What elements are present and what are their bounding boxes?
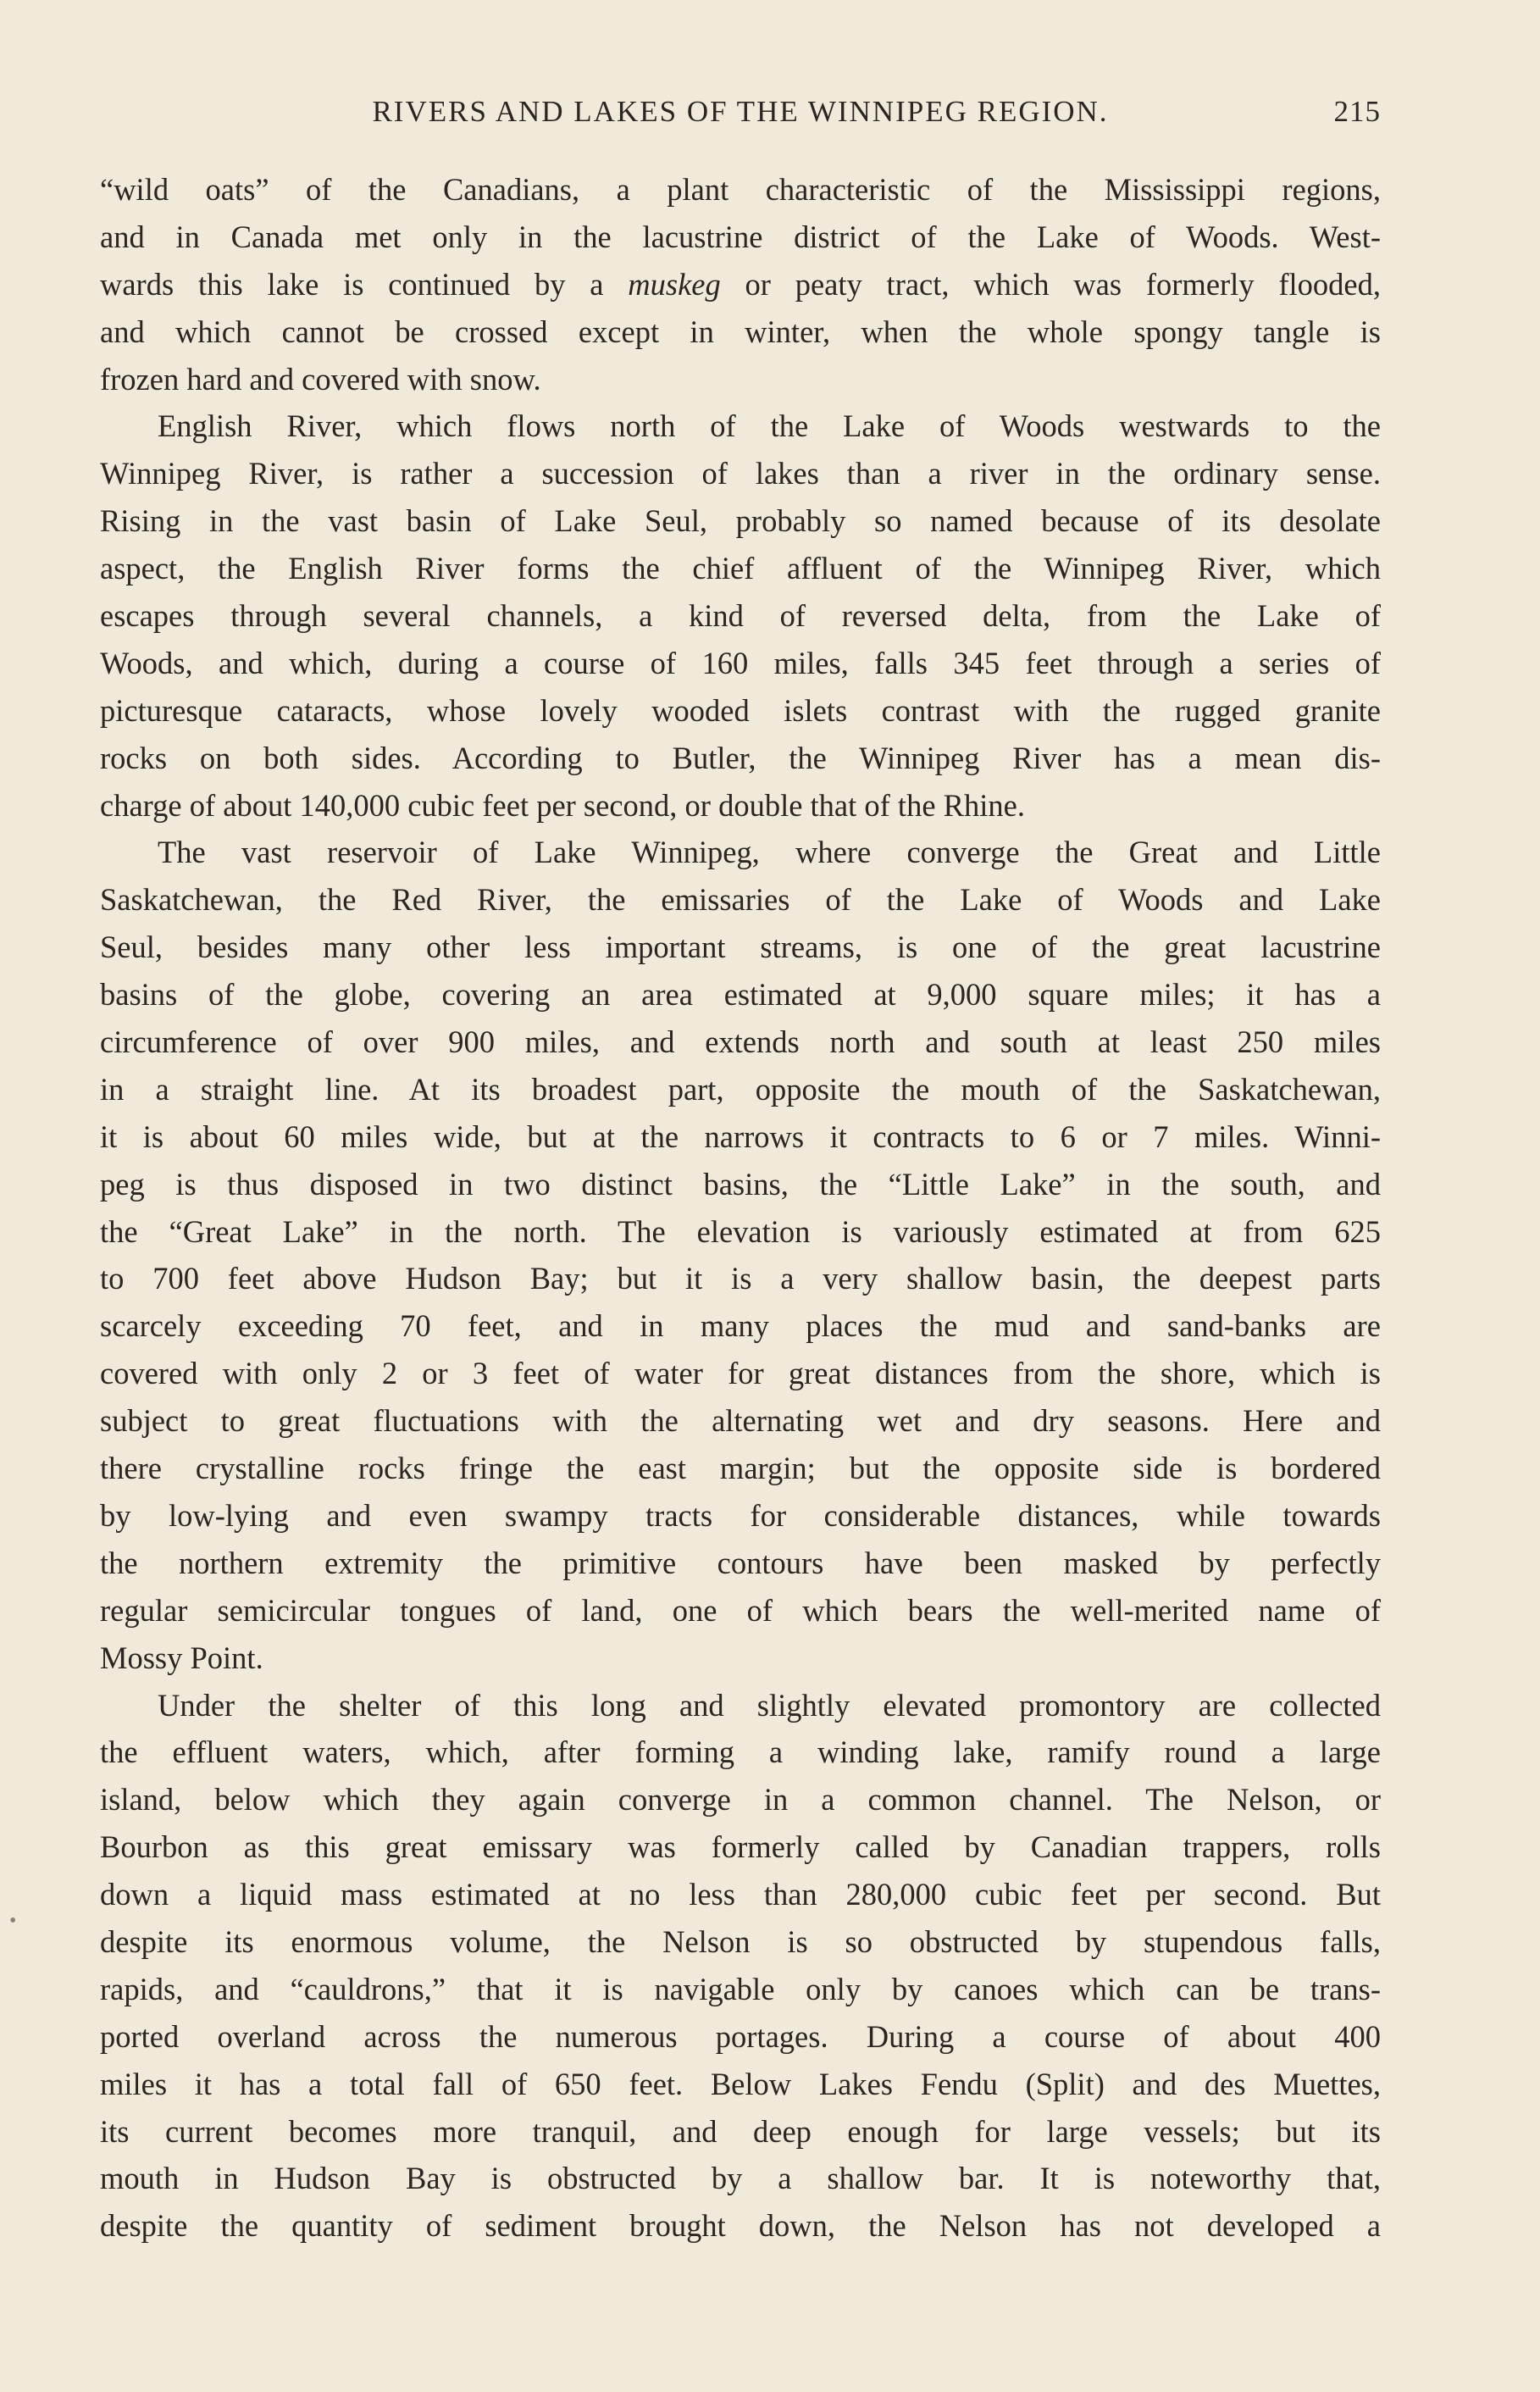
text-line: Bourbon as this great emissary was formerly called by Canadian trappers, rolls (100, 1829, 1381, 1865)
text-line: aspect, the English River forms the chief affluent of the Winnipeg River, which (100, 551, 1381, 586)
text-line: The vast reservoir of Lake Winnipeg, where converge the Great and Little (158, 835, 1381, 870)
text-line: it is about 60 miles wide, but at the narrows it contracts to 6 or 7 miles. Winni- (100, 1118, 1381, 1154)
text-line: the “Great Lake” in the north. The elevation is variously estimated at from 625 (100, 1213, 1381, 1249)
text-line: ported overland across the numerous portages. During a course of about 400 (100, 2018, 1381, 2054)
text-line: and in Canada met only in the lacustrine district of the Lake of Woods. West- (100, 219, 1381, 254)
text-line: the effluent waters, which, after forming a winding lake, ramify round a large (100, 1734, 1381, 1770)
text-line: wards this lake is continued by a muskeg or peaty tract, which was formerly flooded, (100, 266, 1381, 302)
text-line: down a liquid mass estimated at no less than 280,000 cubic feet per second. But (100, 1877, 1381, 1912)
text-line: Mossy Point. (100, 1640, 263, 1675)
text-line: the northern extremity the primitive contours have been masked by perfectly (100, 1545, 1381, 1580)
text-line: mouth in Hudson Bay is obstructed by a shallow bar. It is noteworthy that, (100, 2161, 1381, 2196)
italic-term: muskeg (628, 266, 721, 302)
text-line: circumference of over 900 miles, and extends north and south at least 250 miles (100, 1024, 1381, 1060)
page-number: 215 (1333, 95, 1381, 128)
text-line: English River, which flows north of the Lake of Woods westwards to the (158, 408, 1381, 444)
text-line: its current becomes more tranquil, and deep enough for large vessels; but its (100, 2113, 1381, 2149)
text-line: by low-lying and even swampy tracts for considerable distances, while towards (100, 1497, 1381, 1533)
text-line: Saskatchewan, the Red River, the emissaries of the Lake of Woods and Lake (100, 882, 1381, 918)
text-line: scarcely exceeding 70 feet, and in many places the mud and sand-banks are (100, 1308, 1381, 1344)
text-line: picturesque cataracts, whose lovely wooded islets contrast with the rugged granite (100, 692, 1381, 728)
text-line: island, below which they again converge in a common channel. The Nelson, or (100, 1782, 1381, 1818)
margin-mark: • (9, 1910, 17, 1932)
text-line: regular semicircular tongues of land, one of which bears the well-merited name of (100, 1592, 1381, 1628)
text-line: peg is thus disposed in two distinct basins, the “Little Lake” in the south, and (100, 1166, 1381, 1202)
text-line: Woods, and which, during a course of 160 miles, falls 345 feet through a series of (100, 645, 1381, 680)
text-line: despite its enormous volume, the Nelson is so obstructed by stupendous falls, (100, 1923, 1381, 1959)
text-line: to 700 feet above Hudson Bay; but it is a very shallow basin, the deepest parts (100, 1261, 1381, 1296)
text-line: and which cannot be crossed except in winter, when the whole spongy tangle is (100, 314, 1381, 349)
text-line: in a straight line. At its broadest part, opposite the mouth of the Saskatchewan, (100, 1071, 1381, 1107)
text-line: miles it has a total fall of 650 feet. Below Lakes Fendu (Split) and des Muettes, (100, 2066, 1381, 2101)
text-line: charge of about 140,000 cubic feet per second, or double that of the Rhine. (100, 787, 1025, 823)
text-line: despite the quantity of sediment brought down, the Nelson has not developed a (100, 2208, 1381, 2244)
text-line: rapids, and “cauldrons,” that it is navigable only by canoes which can be trans- (100, 1971, 1381, 2006)
body-text (100, 166, 1381, 2250)
text-line: Under the shelter of this long and slightly elevated promontory are collected (158, 1687, 1381, 1723)
text-line: rocks on both sides. According to Butler, the Winnipeg River has a mean dis- (100, 740, 1381, 775)
running-head (100, 95, 1381, 136)
running-head-title: RIVERS AND LAKES OF THE WINNIPEG REGION. (372, 95, 1109, 128)
text-line: Rising in the vast basin of Lake Seul, probably so named because of its desolate (100, 503, 1381, 539)
text-line: frozen hard and covered with snow. (100, 361, 541, 397)
text-line: Seul, besides many other less important streams, is one of the great lacustrine (100, 930, 1381, 965)
text-line: subject to great fluctuations with the alternating wet and dry seasons. Here and (100, 1403, 1381, 1439)
text-line: “wild oats” of the Canadians, a plant characteristic of the Mississippi regions, (100, 172, 1381, 207)
text-line: escapes through several channels, a kind of reversed delta, from the Lake of (100, 598, 1381, 634)
text-line: covered with only 2 or 3 feet of water for great distances from the shore, which is (100, 1356, 1381, 1391)
text-line: Winnipeg River, is rather a succession of lakes than a river in the ordinary sense. (100, 456, 1381, 491)
text-line: there crystalline rocks fringe the east margin; but the opposite side is bordered (100, 1451, 1381, 1486)
text-line: basins of the globe, covering an area estimated at 9,000 square miles; it has a (100, 977, 1381, 1013)
